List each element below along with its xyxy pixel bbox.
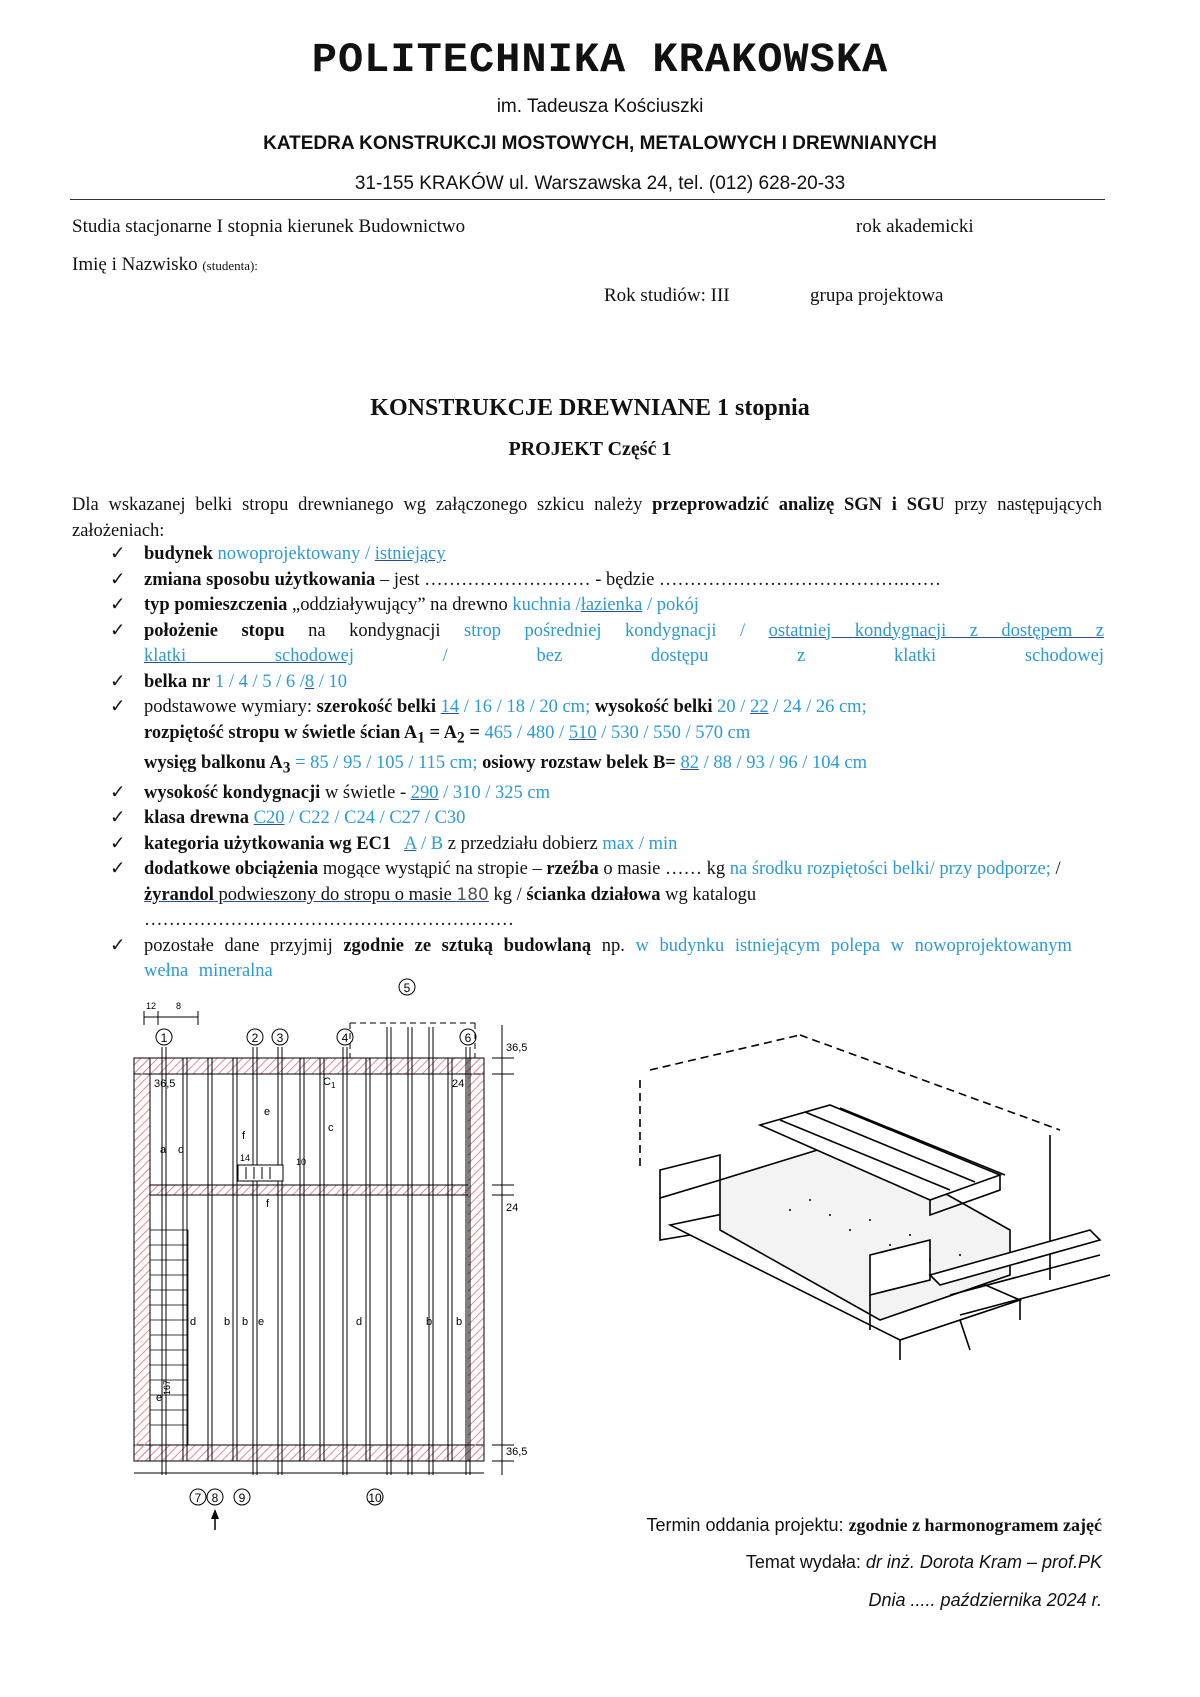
option-text: / 24 / 26 cm;: [773, 697, 867, 717]
item-label: szerokość belki: [316, 697, 437, 717]
svg-text:d: d: [190, 1316, 197, 1328]
selected-option: łazienka: [580, 595, 643, 615]
list-item: [104, 781, 1104, 807]
handwritten-value: 180: [456, 884, 489, 905]
list-item: [104, 832, 1104, 858]
list-item: [104, 695, 1104, 781]
option-text: / 16 / 18 / 20 cm;: [463, 697, 591, 717]
header-divider: [70, 199, 1105, 200]
svg-text:24: 24: [506, 1202, 519, 1214]
check-icon: ✓: [110, 782, 126, 803]
item-label: rozpiętość stropu w świetle ścian $A_1 = A_2$ =: [144, 722, 480, 747]
option-text: / B: [421, 833, 444, 854]
department-name: KATEDRA KONSTRUKCJI MOSTOWYCH, METALOWYCH I DREWNIANYCH: [263, 133, 937, 154]
svg-text:36,5: 36,5: [506, 1446, 528, 1458]
item-label: wysięg balkonu $A_3$: [144, 752, 291, 777]
svg-text:e: e: [264, 1106, 271, 1118]
svg-text:9: 9: [238, 1491, 246, 1505]
item-text: „oddziaływujący” na drewno: [287, 595, 513, 615]
svg-text:d: d: [356, 1316, 363, 1328]
selected-option: 290: [410, 782, 439, 803]
check-icon: ✓: [110, 620, 126, 641]
item-label: położenie stopu: [144, 620, 285, 641]
item-text: kg /: [488, 884, 527, 905]
selected-option: C20: [253, 808, 285, 829]
option-text: 20 /: [717, 697, 746, 717]
svg-text:36,5: 36,5: [506, 1042, 528, 1054]
university-subtitle: im. Tadeusza Kościuszki: [496, 96, 704, 117]
deadline-line: [646, 1515, 1102, 1536]
item-label: rzeźba: [546, 859, 599, 880]
intro-task: przeprowadzić analizę SGN i SGU: [652, 495, 945, 515]
svg-text:f: f: [266, 1198, 270, 1210]
item-text: /: [1050, 859, 1061, 880]
svg-text:1: 1: [160, 1031, 168, 1045]
dim-12: 12: [146, 1001, 157, 1011]
item-text: mogące wystąpić na stropie –: [318, 859, 547, 880]
svg-text:167: 167: [162, 1379, 172, 1395]
option-text: kuchnia /: [512, 595, 581, 615]
svg-text:2: 2: [251, 1031, 259, 1045]
option-text: = 85 / 95 / 105 / 115 cm;: [295, 752, 478, 773]
selected-option: 82: [680, 752, 699, 773]
svg-text:14: 14: [240, 1153, 251, 1163]
svg-text:4: 4: [341, 1031, 349, 1045]
svg-text:24: 24: [452, 1078, 465, 1090]
course-title: KONSTRUKCJE DREWNIANE 1 stopnia: [370, 395, 810, 421]
svg-text:f: f: [242, 1130, 246, 1142]
selected-option: istniejący: [374, 544, 446, 564]
item-label: wysokość belki: [594, 697, 713, 717]
list-item: [104, 568, 1104, 594]
option-text: / 88 / 93 / 96 / 104 cm: [703, 752, 868, 773]
student-name-line: [72, 254, 258, 276]
option-text: / bez dostępu z klatki schodowej: [353, 646, 1105, 666]
item-label: typ pomieszczenia: [144, 595, 288, 615]
option-text: 465 / 480 /: [484, 722, 565, 743]
check-icon: ✓: [110, 935, 126, 956]
item-text: podstawowe wymiary:: [144, 697, 317, 717]
option-text: nowoprojektowany /: [217, 544, 371, 564]
list-item: [104, 670, 1104, 696]
option-text: / 310 / 325 cm: [443, 782, 551, 803]
item-label: osiowy rozstaw belek B: [482, 752, 666, 773]
svg-text:c: c: [328, 1122, 334, 1134]
guide-line: [650, 1035, 800, 1070]
svg-text:b: b: [456, 1316, 463, 1328]
selected-option: 510: [568, 722, 597, 743]
svg-text:5: 5: [403, 981, 411, 995]
year-of-study: Rok studiów: III: [604, 285, 730, 306]
department-address: 31-155 KRAKÓW ul. Warszawska 24, tel. (012) 628-20-33: [354, 173, 846, 194]
option-text: / 530 / 550 / 570 cm: [601, 722, 751, 743]
svg-text:b: b: [242, 1316, 249, 1328]
item-label: dodatkowe obciążenia: [144, 859, 319, 880]
fill-in-dots: ……………………………………………………: [144, 910, 514, 931]
svg-text:b: b: [224, 1316, 231, 1328]
svg-text:d: d: [178, 1144, 185, 1156]
wall-left: [134, 1058, 150, 1461]
issued-by-label: Temat wydała:: [745, 1552, 866, 1572]
item-text: w świetle -: [320, 782, 407, 803]
svg-text:e: e: [156, 1392, 163, 1404]
item-text: na kondygnacji: [284, 620, 465, 641]
item-label: budynek: [144, 544, 213, 564]
selected-option: 14: [440, 697, 460, 717]
item-text: wg katalogu: [660, 884, 757, 905]
option-text: 1 / 4 / 5 / 6 /: [214, 671, 305, 692]
svg-text:3: 3: [276, 1031, 284, 1045]
assumptions-list: [104, 542, 1104, 985]
list-item: [104, 593, 1104, 619]
option-text: / 10: [318, 671, 348, 692]
svg-text:36,5: 36,5: [154, 1078, 176, 1090]
svg-text:e: e: [258, 1316, 265, 1328]
list-item: [104, 619, 1104, 670]
option-text: / C22 / C24 / C27 / C30: [289, 808, 466, 829]
student-name-label: Imię i Nazwisko: [72, 254, 198, 275]
svg-text:b: b: [426, 1316, 433, 1328]
floor-section-sketch: [630, 1030, 1120, 1380]
svg-text:a: a: [160, 1144, 167, 1156]
item-label: ścianka działowa: [526, 884, 661, 905]
intro-text-end: przy następujących założeniach:: [72, 495, 1102, 541]
item-label: wysokość kondygnacji: [144, 782, 321, 803]
studies-line: Studia stacjonarne I stopnia kierunek Budownictwo: [72, 216, 466, 237]
svg-text:10: 10: [296, 1157, 307, 1167]
deadline-label: Termin oddania projektu:: [646, 1515, 849, 1535]
item-label: zmiana sposobu użytkowania: [144, 569, 376, 590]
intro-text: Dla wskazanej belki stropu drewnianego wg załączonego szkicu należy: [72, 495, 653, 515]
selected-option: żyrandol: [144, 884, 214, 905]
list-item: [104, 857, 1104, 934]
item-label: belka nr: [144, 671, 211, 692]
issue-date: Dnia ..... października 2024 r.: [868, 1590, 1102, 1610]
intro-paragraph: [72, 492, 1102, 544]
floor-plan-drawing: [130, 975, 550, 1535]
item-label: zgodnie ze sztuką budowlaną: [343, 935, 592, 956]
list-item: [104, 542, 1104, 568]
item-text: – jest ……………………… - będzie ………………………………….……: [375, 569, 942, 590]
university-title: POLITECHNIKA KRAKOWSKA: [311, 36, 889, 84]
option-text: w budynku istniejącym polepa w nowoprojektowanym wełna mineralna: [144, 935, 1072, 982]
item-text: podwieszony do stropu o masie: [213, 884, 457, 905]
issued-by-value: dr inż. Dorota Kram – prof.PK: [865, 1552, 1102, 1572]
chimney-detail: [238, 1165, 283, 1181]
item-text: z przedziału dobierz: [443, 833, 603, 854]
svg-text:8: 8: [211, 1491, 219, 1505]
project-group: grupa projektowa: [810, 285, 944, 306]
check-icon: ✓: [110, 808, 126, 829]
label-c1: $C_1$: [323, 1076, 336, 1090]
option-text: / pokój: [646, 595, 699, 615]
item-text: np.: [591, 935, 636, 956]
svg-text:6: 6: [464, 1031, 472, 1045]
check-icon: ✓: [110, 833, 126, 854]
project-part: PROJEKT Część 1: [508, 438, 672, 460]
check-icon: ✓: [110, 595, 126, 615]
item-text: o masie …… kg: [598, 859, 730, 880]
student-name-note: (studenta):: [202, 258, 258, 273]
check-icon: ✓: [110, 859, 126, 880]
check-icon: ✓: [110, 697, 126, 717]
svg-text:7: 7: [194, 1491, 202, 1505]
issued-by-line: [746, 1552, 1102, 1573]
item-label: =: [665, 752, 676, 773]
svg-text:10: 10: [368, 1491, 382, 1505]
academic-year: rok akademicki: [856, 216, 974, 237]
dim-8: 8: [176, 1001, 182, 1011]
check-icon: ✓: [110, 671, 126, 692]
list-item: [104, 806, 1104, 832]
deadline-value: zgodnie z harmonogramem zajęć: [848, 1515, 1102, 1535]
check-icon: ✓: [110, 544, 126, 564]
selected-option: 8: [304, 671, 315, 692]
option-text: max / min: [602, 833, 678, 854]
staircase: [150, 1230, 188, 1445]
option-text: na środku rozpiętości belki/ przy podporze;: [729, 859, 1051, 880]
item-label: klasa drewna: [144, 808, 250, 829]
wall-middle: [150, 1185, 468, 1195]
item-label: kategoria użytkowania wg EC1: [144, 833, 392, 854]
selected-option: ostatniej kondygnacji z dostępem z klatki schodowej: [144, 620, 1105, 666]
item-text: pozostałe dane przyjmij: [144, 935, 344, 956]
option-text: strop pośredniej kondygnacji /: [464, 620, 746, 641]
check-icon: ✓: [110, 569, 126, 590]
selected-option: 22: [750, 697, 769, 717]
selected-option: A: [404, 833, 417, 854]
